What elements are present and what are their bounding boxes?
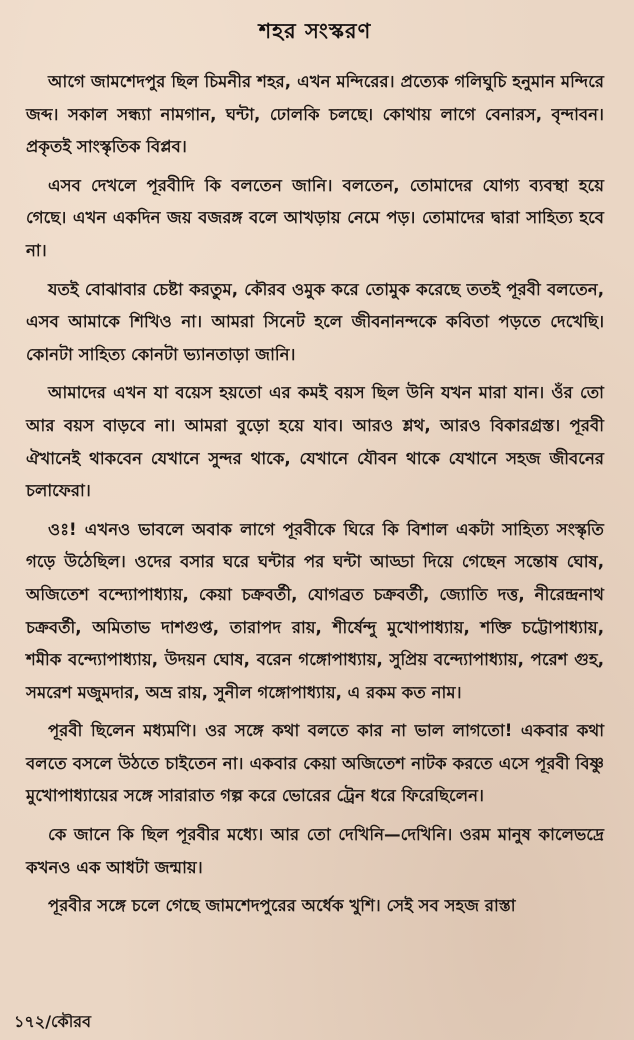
- body-text: [26, 66, 604, 923]
- paragraph: পূরবী ছিলেন মধ্যমণি। ওর সঙ্গে কথা বলতে কার না ভাল লাগতো! একবার কথা বলতে বসলে উঠতে চাইতেন না। একবার কেয়া অজিতেশ নাটক করতে এসে পূরবী বিষ্ণু মুখোপাধ্যায়ের সঙ্গে সারারাত গল্প করে ভোরের ট্রেন ধরে ফিরেছিলেন।: [26, 721, 604, 806]
- paragraph: পূরবীর সঙ্গে চলে গেছে জামশেদপুরের অর্ধেক খুশি। সেই সব সহজ রাস্তা: [48, 896, 516, 916]
- paragraph: আমাদের এখন যা বয়েস হয়তো এর কমই বয়স ছিল উনি যখন মারা যান। ওঁর তো আর বয়স বাড়বে না। আমরা বুড়ো হয়ে যাব। আরও শ্লথ, আরও বিকারগ্রস্ত। পূরবী ঐখানেই থাকবেন যেখানে সুন্দর থাকে, যেখানে যৌবন থাকে যেখানে সহজ জীবনের চলাফেরা।: [26, 383, 604, 501]
- paragraph: আগে জামশেদপুর ছিল চিমনীর শহর, এখন মন্দিরের। প্রত্যেক গলিঘুচি হনুমান মন্দিরে জব্দ। সকাল সন্ধ্যা নামগান, ঘন্টা, ঢোলকি চলছে। কোথায় লাগে বেনারস, বৃন্দাবন। প্রকৃতই সাংস্কৃতিক বিপ্লব।: [26, 72, 604, 157]
- paragraph: এসব দেখলে পূরবীদি কি বলতেন জানি। বলতেন, তোমাদের যোগ্য ব্যবস্থা হয়ে গেছে। এখন একদিন জয় বজরঙ্গ বলে আখড়ায় নেমে পড়। তোমাদের দ্বারা সাহিত্য হবে না।: [26, 175, 604, 260]
- paragraph: কে জানে কি ছিল পূরবীর মধ্যে। আর তো দেখিনি—দেখিনি। ওরম মানুষ কালেভদ্রে কখনও এক আধটা জন্মায়।: [26, 825, 604, 877]
- page-title: শহর সংস্করণ: [258, 19, 372, 43]
- page-number-footer: ১৭২/কৌরব: [14, 1012, 92, 1031]
- paragraph: ওঃ! এখনও ভাবলে অবাক লাগে পূরবীকে ঘিরে কি বিশাল একটা সাহিত্য সংস্কৃতি গড়ে উঠেছিল। ওদের বসার ঘরে ঘন্টার পর ঘন্টা আড্ডা দিয়ে গেছেন সন্তোষ ঘোষ, অজিতেশ বন্দ্যোপাধ্যায়, কেয়া চক্রবর্তী, যোগব্রত চক্রবর্তী, জ্যোতি দত্ত, নীরেন্দ্রনাথ চক্রবর্তী, অমিতাভ দাশগুপ্ত, তারাপদ রায়, শীর্ষেন্দু মুখোপাধ্যায়, শক্তি চট্টোপাধ্যায়, শমীক বন্দ্যোপাধ্যায়, উদয়ন ঘোষ, বরেন গঙ্গোপাধ্যায়, সুপ্রিয় বন্দ্যোপাধ্যায়, পরেশ গুহ, সমরেশ মজুমদার, অভ্র রায়, সুনীল গঙ্গোপাধ্যায়, এ রকম কত নাম।: [26, 519, 604, 702]
- paragraph: যতই বোঝাবার চেষ্টা করতুম, কৌরব ওমুক করে তোমুক করেছে ততই পূরবী বলতেন, এসব আমাকে শিখিও না। আমরা সিনেট হলে জীবনানন্দকে কবিতা পড়তে দেখেছি। কোনটা সাহিত্য কোনটা ভ্যানতাড়া জানি।: [26, 279, 604, 364]
